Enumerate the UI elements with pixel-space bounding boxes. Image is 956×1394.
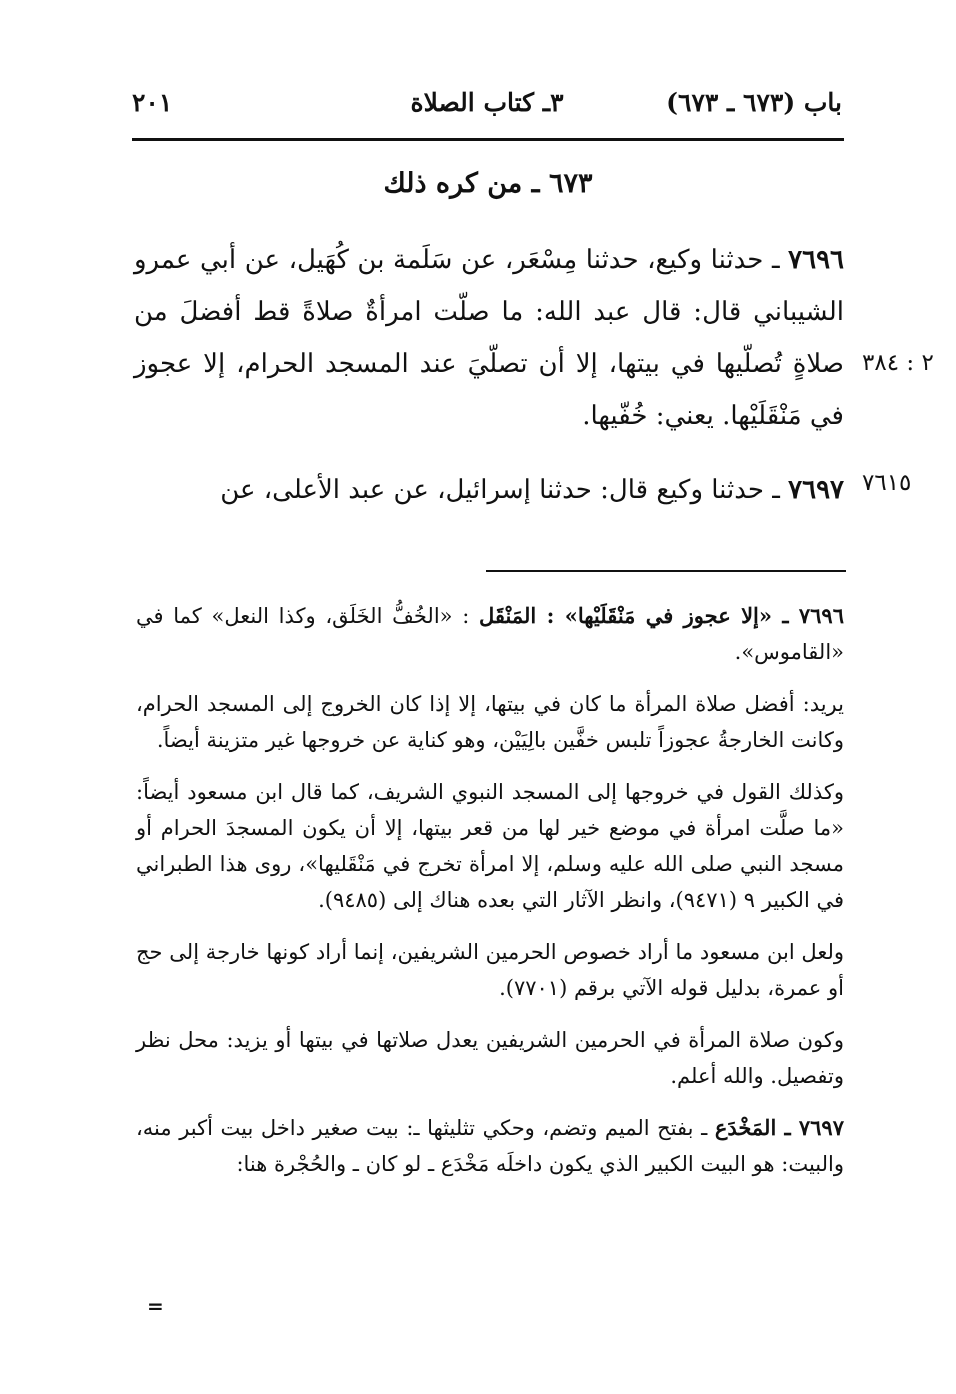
footnote-paragraph: يريد: أفضل صلاة المرأة ما كان في بيتها، إلا إذا كان الخروج إلى المسجد الحرام، وكانت الخارجةُ عجوزاً تلبس خفَّين بالِيَيْن، وهو كناية عن خروجها غير متزينة أيضاً.	[136, 692, 844, 752]
hadith-number: ٧٦٩٧	[788, 475, 844, 505]
footnote-paragraph: وكذلك القول في خروجها إلى المسجد النبوي الشريف، كما قال ابن مسعود أيضاً: «ما صلَّت امرأة في موضع خير لها من قعر بيتها، إلا أن يكون المسجدَ الحرام أو مسجد النبي صلى الله عليه وسلم، إلا امرأة تخرج في مَنْقَليها»، روى هذا الطبراني في الكبير ٩ (٩٤٧١)، وانظر الآثار التي بعده هناك إلى (٩٤٨٥).	[136, 780, 844, 912]
continuation-mark: =	[147, 1294, 164, 1318]
footnote-paragraph: وكون صلاة المرأة في الحرمين الشريفين يعدل صلاتها في بيتها أو يزيد: محل نظر وتفصيل. والله أعلم.	[136, 1028, 844, 1088]
footnote-7697	[136, 1110, 844, 1182]
footnotes	[136, 598, 844, 1198]
hadith-number: ٧٦٩٦	[788, 245, 844, 275]
hadith-7696	[134, 234, 844, 442]
chapter-range: باب (٦٧٣ ـ ٦٧٣)	[666, 88, 842, 117]
hadith-7697	[134, 464, 844, 516]
chapter-title: ٦٧٣ ـ من كره ذلك	[383, 168, 593, 199]
footnote-paragraph: ولعل ابن مسعود ما أراد خصوص الحرمين الشريفين، إنما أراد كونها خارجة إلى حج أو عمرة، بدليل قوله الآتي برقم (٧٧٠١).	[136, 940, 844, 1000]
footnote-heading: ـ «إلا عجوز في مَنْقَلَيْها» : المَنْقَل	[479, 603, 799, 628]
footnote-number: ٧٦٩٦	[798, 603, 844, 628]
book-title: ٣ـ كتاب الصلاة	[410, 88, 564, 117]
margin-reference: ٧٦١٥	[862, 470, 912, 496]
running-header	[132, 84, 842, 124]
footnote-rule	[486, 570, 846, 572]
footnote-text: : «الخُفُّ الخَلَق، وكذا النعل» كما في «القاموس».	[136, 604, 844, 664]
hadith-text: ـ حدثنا وكيع قال: حدثنا إسرائيل، عن عبد الأعلى، عن	[220, 475, 789, 505]
footnote-text: ـ بفتح الميم وتضم، وحكي تثليثها ـ: بيت صغير داخل بيت أكبر منه، والبيت: هو البيت الكبير الذي يكون داخلَه مَخْدَع ـ لو كان ـ والحُجْرة هنا:	[136, 1116, 844, 1176]
margin-reference: ٢ : ٣٨٤	[862, 350, 934, 376]
footnote-7696	[136, 598, 844, 670]
header-rule	[132, 138, 844, 141]
page-number: ٢٠١	[132, 88, 173, 117]
hadith-text: ـ حدثنا وكيع، حدثنا مِسْعَر، عن سَلَمة بن كُهَيل، عن أبي عمرو الشيباني قال: قال عبد الله: ما صلّت امرأةٌ صلاةً قط أفضلَ من صلاةٍ تُصلّيها في بيتها، إلا أن تصلّيَ عند المسجد الحرام، إلا عجوز في مَنْقَلَيْها. يعني: خُفّيها.	[134, 245, 844, 431]
footnote-number: ٧٦٩٧	[798, 1115, 844, 1140]
footnote-heading: ـ المَخْدَع	[714, 1115, 799, 1140]
